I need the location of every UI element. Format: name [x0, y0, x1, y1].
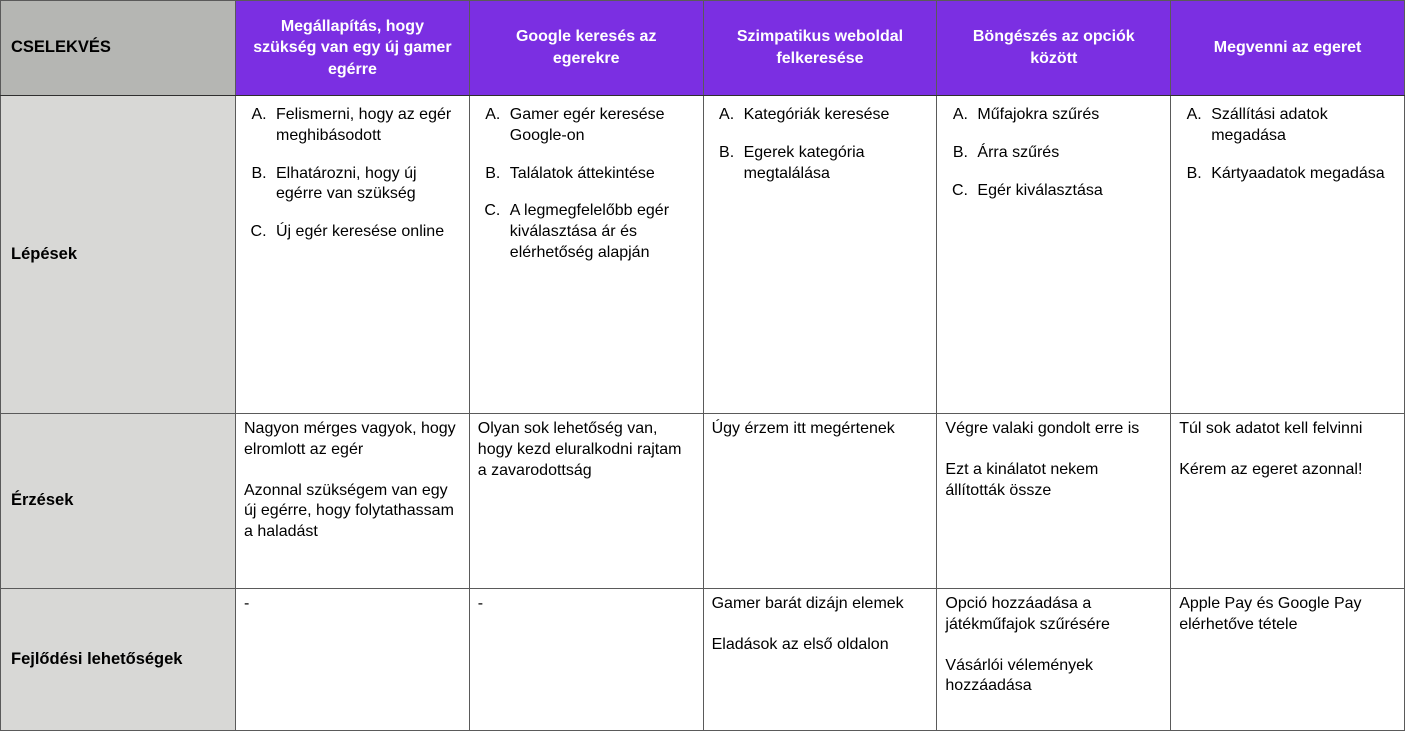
feelings-cell-stage-3: [703, 414, 937, 589]
improvements-cell-stage-2: [469, 589, 703, 731]
steps-cell-stage-4: [937, 96, 1171, 414]
improvement-text: -: [477, 595, 484, 612]
steps-list: [1179, 105, 1396, 184]
improvement-text: Apple Pay és Google Pay elérhetőve tétele: [1179, 595, 1362, 633]
step-item: A. Felismerni, hogy az egér meghibásodott: [271, 105, 461, 147]
steps-row: [1, 96, 1405, 414]
improvement-text: Eladások az első oldalon: [711, 635, 889, 653]
steps-list: [478, 105, 695, 264]
steps-list: [712, 105, 929, 184]
step-item: A. Gamer egér keresése Google-on: [505, 105, 695, 147]
feeling-text: Ezt a kinálatot nekem állították össze: [945, 460, 1099, 499]
improvement-text: Vásárlói vélemények hozzáadása: [945, 656, 1094, 695]
feelings-cell-stage-4: [937, 414, 1171, 589]
feeling-text: Nagyon mérges vagyok, hogy elromlott az egér: [244, 420, 456, 458]
feeling-text: Végre valaki gondolt erre is: [945, 420, 1140, 437]
steps-cell-stage-1: [236, 96, 470, 414]
step-item: C. Egér kiválasztása: [972, 181, 1162, 202]
row-label-steps: Lépések: [1, 96, 236, 414]
step-item: B. Elhatározni, hogy új egérre van szükség: [271, 164, 461, 206]
feeling-text: Kérem az egeret azonnal!: [1179, 460, 1363, 478]
improvements-cell-stage-1: [236, 589, 470, 731]
stage-header-4: Böngészés az opciók között: [937, 1, 1171, 96]
improvements-cell-stage-5: [1171, 589, 1405, 731]
step-item: C. Új egér keresése online: [271, 222, 461, 243]
feelings-cell-stage-5: [1171, 414, 1405, 589]
step-item: C. A legmegfelelőbb egér kiválasztása ár és elérhetőség alapján: [505, 201, 695, 263]
improvements-cell-stage-3: [703, 589, 937, 731]
stage-header-1: Megállapítás, hogy szükség van egy új gamer egérre: [236, 1, 470, 96]
feelings-row: [1, 414, 1405, 589]
feeling-text: Úgy érzem itt megértenek: [711, 420, 895, 437]
stage-header-2: Google keresés az egerekre: [469, 1, 703, 96]
steps-cell-stage-5: [1171, 96, 1405, 414]
steps-list: [945, 105, 1162, 201]
improvement-text: -: [244, 595, 250, 612]
steps-list: [244, 105, 461, 243]
feeling-text: Azonnal szükségem van egy új egérre, hogy folytathassam a haladást: [244, 481, 454, 541]
row-label-improvements: Fejlődési lehetőségek: [1, 589, 236, 731]
step-item: A. Kategóriák keresése: [739, 105, 929, 126]
step-item: A. Műfajokra szűrés: [972, 105, 1162, 126]
improvements-row: [1, 589, 1405, 731]
improvements-cell-stage-4: [937, 589, 1171, 731]
feeling-text: Túl sok adatot kell felvinni: [1179, 420, 1363, 437]
step-item: B. Egerek kategória megtalálása: [739, 143, 929, 185]
row-label-feelings: Érzések: [1, 414, 236, 589]
header-row: [1, 1, 1405, 96]
feeling-text: Olyan sok lehetőség van, hogy kezd eluralkodni rajtam a zavarodottság: [477, 420, 682, 479]
improvement-text: Opció hozzáadása a játékműfajok szűrésére: [945, 595, 1110, 633]
steps-cell-stage-2: [469, 96, 703, 414]
step-item: B. Találatok áttekintése: [505, 164, 695, 185]
step-item: A. Szállítási adatok megadása: [1206, 105, 1396, 147]
stage-header-5: Megvenni az egeret: [1171, 1, 1405, 96]
steps-cell-stage-3: [703, 96, 937, 414]
feelings-cell-stage-2: [469, 414, 703, 589]
improvement-text: Gamer barát dizájn elemek: [711, 595, 904, 612]
step-item: B. Kártyaadatok megadása: [1206, 164, 1396, 185]
corner-header-cselekves: CSELEKVÉS: [1, 1, 236, 96]
stage-header-3: Szimpatikus weboldal felkeresése: [703, 1, 937, 96]
feelings-cell-stage-1: [236, 414, 470, 589]
step-item: B. Árra szűrés: [972, 143, 1162, 164]
